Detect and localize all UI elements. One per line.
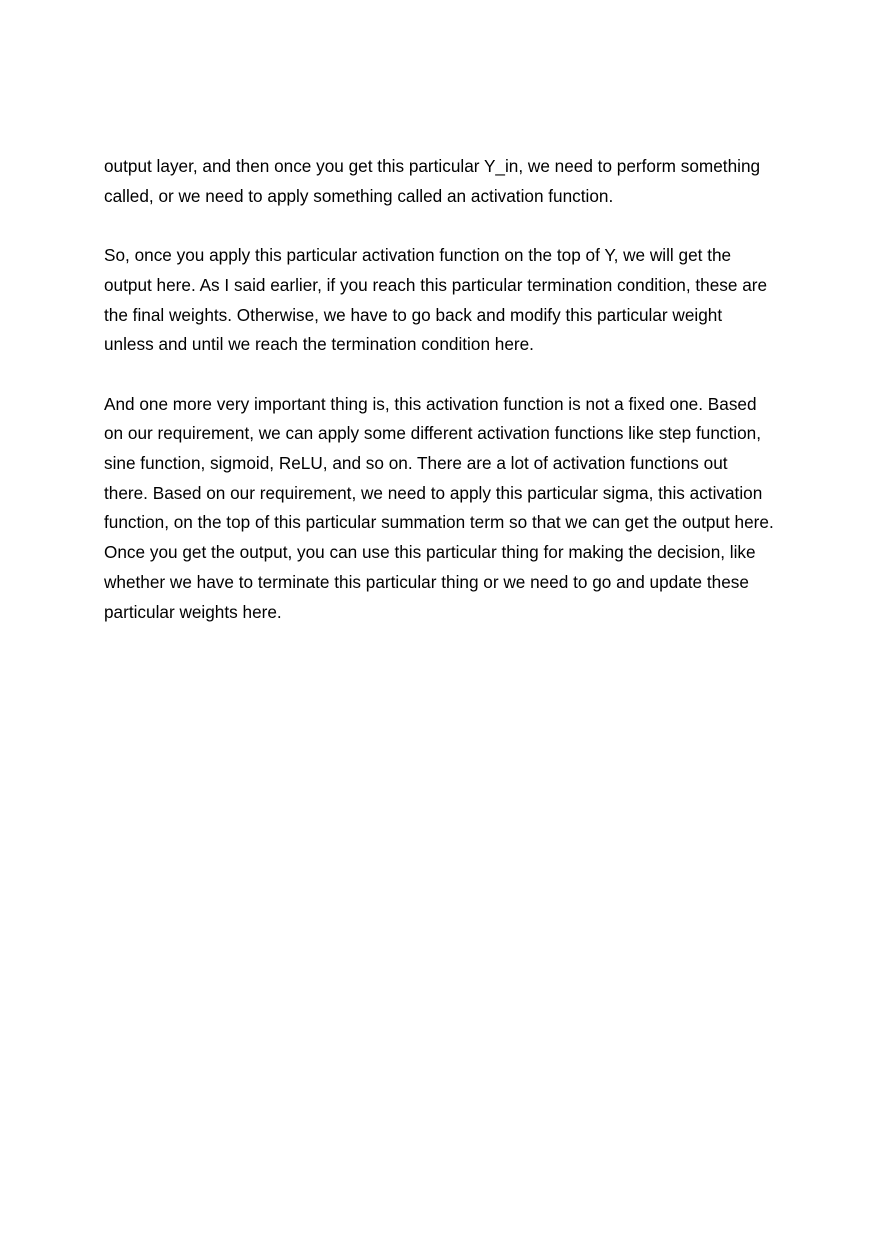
document-body <box>104 152 794 657</box>
text-line: there. Based on our requirement, we need to apply this particular sigma, this activation <box>104 482 763 503</box>
text-line: Once you get the output, you can use this particular thing for making the decision, like <box>104 542 756 563</box>
text-line: called, or we need to apply something called an activation function. <box>104 185 614 206</box>
text-line: sine function, sigmoid, ReLU, and so on. There are a lot of activation functions out <box>104 453 728 473</box>
text-line: output here. As I said earlier, if you reach this particular termination condition, these are <box>104 274 768 295</box>
text-line: output layer, and then once you get this particular Y_in, we need to perform something <box>104 156 761 176</box>
text-line: the final weights. Otherwise, we have to go back and modify this particular weight <box>104 304 723 325</box>
paragraph-activation-functions <box>104 390 794 628</box>
text-line: unless and until we reach the termination condition here. <box>104 334 534 355</box>
text-line: particular weights here. <box>104 601 282 622</box>
text-line: on our requirement, we can apply some different activation functions like step function, <box>104 423 761 444</box>
paragraph-activation-intro <box>104 152 794 211</box>
paragraph-termination-condition <box>104 241 794 360</box>
text-line: And one more very important thing is, this activation function is not a fixed one. Based <box>104 393 757 414</box>
text-line: whether we have to terminate this particular thing or we need to go and update these <box>104 571 749 592</box>
text-line: function, on the top of this particular summation term so that we can get the output here. <box>104 512 774 533</box>
text-line: So, once you apply this particular activation function on the top of Y, we will get the <box>104 245 732 266</box>
